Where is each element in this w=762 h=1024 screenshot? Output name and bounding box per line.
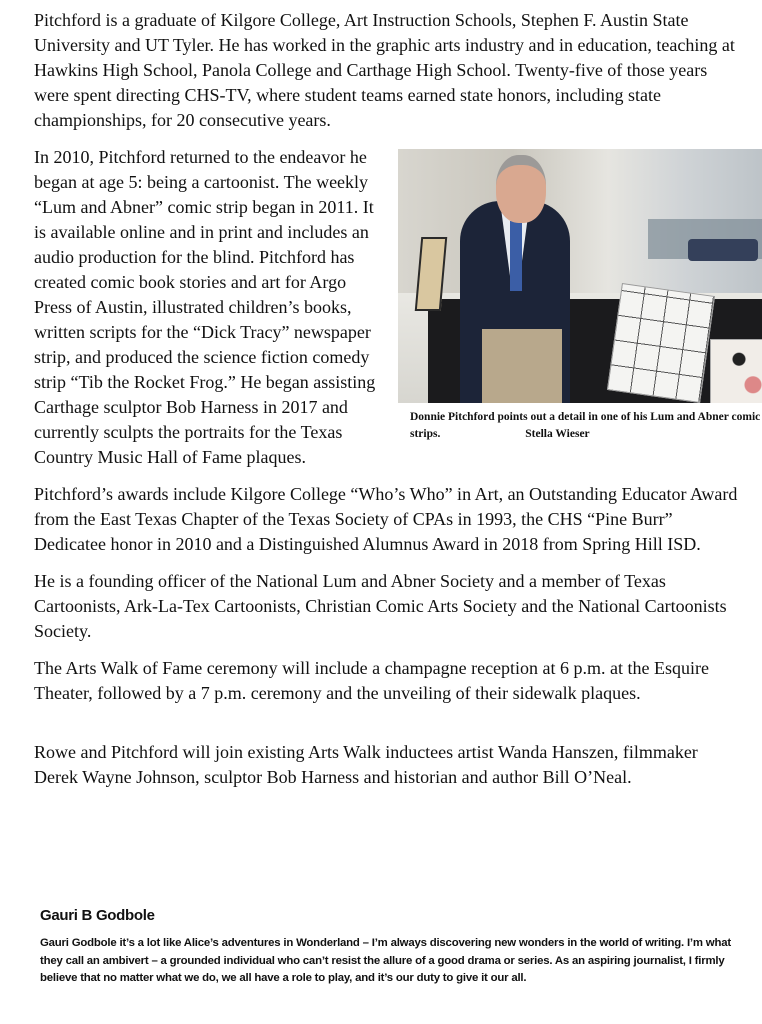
article-figure <box>398 149 762 443</box>
article-paragraph: Pitchford’s awards include Kilgore College “Who’s Who” in Art, an Outstanding Educator Award from the East Texas Chapter of the Texas Society of CPAs in 1993, the CHS “Pine Burr” Dedicatee honor in 2010 and a Distinguished Alumnus Award in 2018 from Spring Hill ISD. <box>34 484 738 554</box>
article-paragraph: Pitchford is a graduate of Kilgore College, Art Instruction Schools, Stephen F. Austin State University and UT Tyler. He has worked in the graphic arts industry and in education, teaching at Hawkins High School, Panola College and Carthage High School. Twenty-five of those years were spent directing CHS-TV, where student teams earned state honors, including state championships, for 20 consecutive years. <box>34 10 735 130</box>
author-box <box>40 905 752 988</box>
author-bio: Gauri Godbole it’s a lot like Alice’s adventures in Wonderland – I’m always discovering new wonders in the world of writing. I’m what they call an ambivert – a grounded individual who can’t resist the allure of a good drama or series. As an aspiring journalist, I firmly believe that no matter what we do, we all have a role to play, and it’s our duty to give it our all. <box>40 937 731 984</box>
article-paragraph: The Arts Walk of Fame ceremony will include a champagne reception at 6 p.m. at the Esquire Theater, followed by a 7 p.m. ceremony and the unveiling of their sidewalk plaques. <box>34 658 709 703</box>
photo-credit: Stella Wieser <box>525 428 590 440</box>
photo-caption <box>398 403 762 443</box>
photo-pitchford-comic-strip[interactable] <box>398 149 762 403</box>
caption-text: Donnie Pitchford points out a detail in one of his Lum and Abner comic strips. <box>410 411 761 440</box>
article-paragraph: He is a founding officer of the National Lum and Abner Society and a member of Texas Cartoonists, Ark-La-Tex Cartoonists, Christian Comic Arts Society and the National Cartoonists Society. <box>34 571 727 641</box>
article-paragraph: Rowe and Pitchford will join existing Arts Walk inductees artist Wanda Hanszen, filmmaker Derek Wayne Johnson, sculptor Bob Harness and historian and author Bill O’Neal. <box>34 742 698 787</box>
article-paragraph: In 2010, Pitchford returned to the endeavor he began at age 5: being a cartoonist. The weekly “Lum and Abner” comic strip began in 2011. It is available online and in print and includes an audio production for the blind. Pitchford has created comic book stories and art for Argo Press of Austin, illustrated children’s books, written scripts for the “Dick Tracy” newspaper strip, and produced the science fiction comedy strip “Tib the Rocket Frog.” He began assisting Carthage sculptor Bob Harness in 2017 and currently sculpts the portraits for the Texas Country Music Hall of Fame plaques. <box>34 147 376 467</box>
author-name[interactable]: Gauri B Godbole <box>40 907 155 924</box>
article-body <box>34 8 761 802</box>
